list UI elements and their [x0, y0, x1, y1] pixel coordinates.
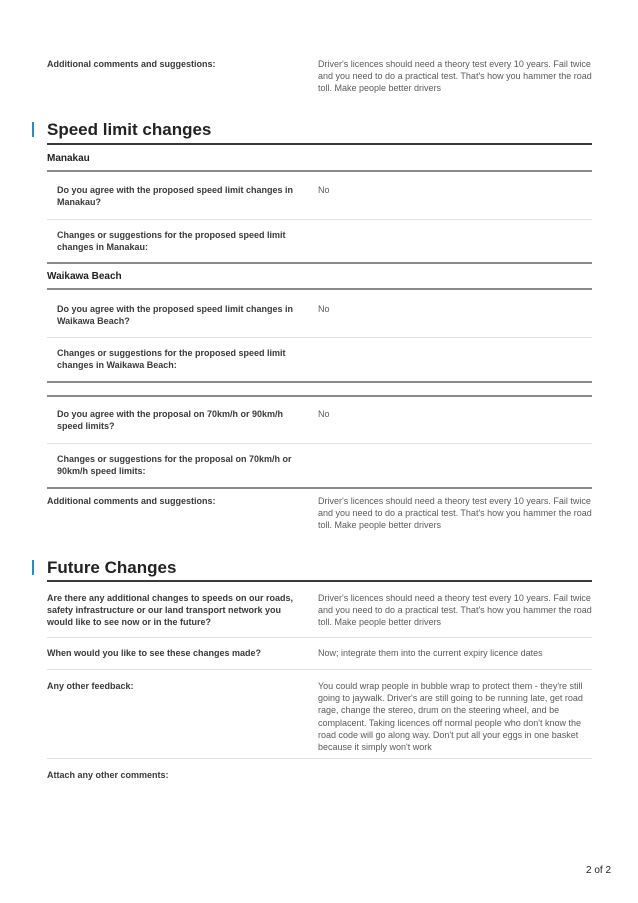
divider [47, 758, 592, 759]
question: Do you agree with the proposed speed limit changes in Waikawa Beach? [57, 304, 294, 327]
additional-comments-label: Additional comments and suggestions: [47, 496, 216, 506]
answer: You could wrap people in bubble wrap to protect them - they're still going to jaywalk. Driver's are still going to be running late, get road rage, change the stereo, drum on the steering wheel, and be complacent. Taking licences off normal people who don't know the road code will go along way. Don't put all your eggs in one basket because it simply won't work [318, 681, 583, 753]
subheading-manakau: Manakau [47, 153, 90, 164]
answer: No [318, 304, 330, 314]
question: When would you like to see these changes made? [47, 648, 262, 658]
answer: No [318, 185, 330, 195]
additional-comments-value: Driver's licences should need a theory test every 10 years. Fail twice and you need to do a practical test. That's how you hammer the road toll. Make people better drivers [318, 496, 592, 531]
section-accent [32, 122, 34, 137]
answer: No [318, 409, 330, 419]
answer: Now; integrate them into the current expiry licence dates [318, 648, 543, 658]
divider [47, 381, 592, 383]
page-number: 2 of 2 [586, 865, 612, 876]
question: Changes or suggestions for the proposed speed limit changes in Waikawa Beach: [57, 348, 286, 371]
section-accent [32, 560, 34, 575]
section-title-future: Future Changes [47, 558, 177, 577]
question: Changes or suggestions for the proposal on 70km/h or 90km/h speed limits: [57, 454, 292, 477]
question: Are there any additional changes to speeds on our roads, safety infrastructure or our land transport network you would like to see now or in the future? [47, 593, 294, 628]
divider [47, 637, 592, 638]
additional-comments-label: Additional comments and suggestions: [47, 59, 216, 69]
subheading-waikawa: Waikawa Beach [47, 271, 122, 282]
question: Do you agree with the proposal on 70km/h or 90km/h speed limits? [57, 409, 284, 432]
section-title-speed-limit: Speed limit changes [47, 120, 212, 139]
divider [47, 669, 592, 670]
divider [47, 580, 592, 582]
question: Do you agree with the proposed speed limit changes in Manakau? [57, 185, 294, 208]
question: Any other feedback: [47, 681, 134, 691]
divider [47, 395, 592, 397]
divider [47, 443, 592, 444]
divider [47, 262, 592, 264]
divider [47, 170, 592, 172]
question: Attach any other comments: [47, 770, 169, 780]
divider [47, 219, 592, 220]
question: Changes or suggestions for the proposed speed limit changes in Manakau: [57, 230, 286, 253]
divider [47, 337, 592, 338]
divider [47, 288, 592, 290]
divider [47, 143, 592, 145]
divider [47, 487, 592, 489]
answer: Driver's licences should need a theory test every 10 years. Fail twice and you need to do a practical test. That's how you hammer the road toll. Make people better drivers [318, 593, 592, 628]
additional-comments-value: Driver's licences should need a theory test every 10 years. Fail twice and you need to do a practical test. That's how you hammer the road toll. Make people better drivers [318, 59, 592, 94]
